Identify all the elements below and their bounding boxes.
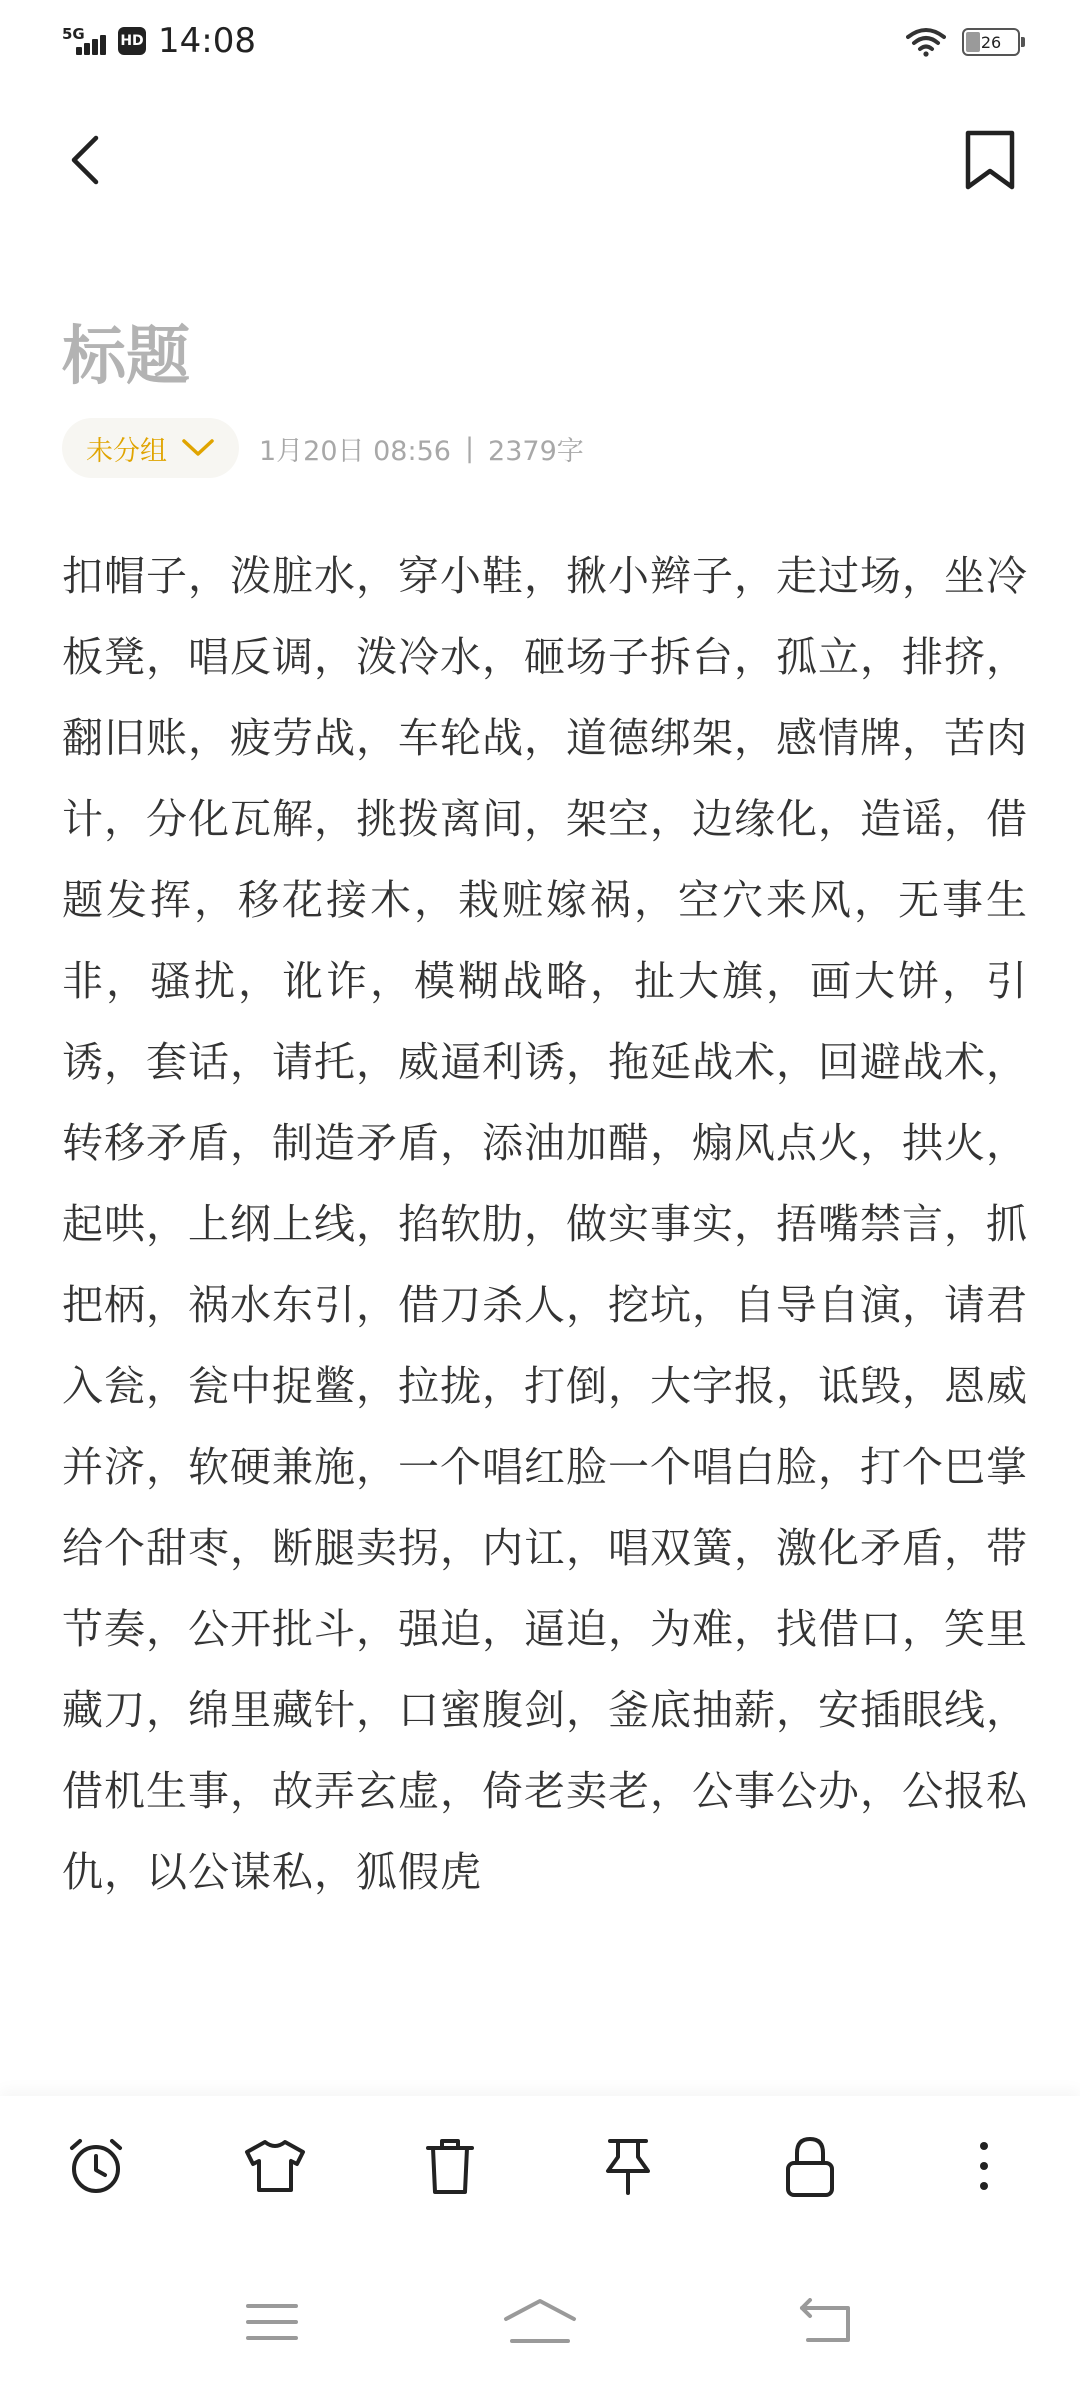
group-label: 未分组 — [86, 435, 167, 467]
note-body-text[interactable]: 扣帽子，泼脏水，穿小鞋，揪小辫子，走过场，坐冷板凳，唱反调，泼冷水，砸场子拆台，孤立，排挤，翻旧账，疲劳战，车轮战，道德绑架，感情牌，苦肉计，分化瓦解，挑拨离间，架空，边缘化，造谣，借题发挥，移花接木，栽赃嫁祸，空穴来风，无事生非，骚扰，讹诈，模糊战略，扯大旗，画大饼，引诱，套话，请托，威逼利诱，拖延战术，回避战术，转移矛盾，制造矛盾，添油加醋，煽风点火，拱火，起哄，上纲上线，掐软肋，做实事实，捂嘴禁言，抓把柄，祸水东引，借刀杀人，挖坑，自导自演，请君入瓮，瓮中捉鳖，拉拢，打倒，大字报，诋毁，恩威并济，软硬兼施，一个唱红脸一个唱白脸，打个巴掌给个甜枣，断腿卖拐，内讧，唱双簧，激化矛盾，带节奏，公开批斗，强迫，逼迫，为难，找借口，笑里藏刀，绵里藏针，口蜜腹剑，釜底抽薪，安插眼线，借机生事，故弄玄虚，倚老卖老，公事公办，公报私仇，以公谋私，狐假虎 — [62, 552, 1028, 1896]
note-date: 1月20日 08:56 — [259, 435, 451, 467]
group-selector[interactable] — [62, 418, 239, 478]
note-title[interactable]: 标题 — [62, 320, 190, 394]
note-body[interactable] — [62, 536, 1028, 2096]
back-button[interactable] — [62, 120, 142, 200]
top-bar — [0, 110, 1080, 210]
hd-badge: HD — [118, 27, 146, 55]
pin-icon — [598, 2133, 658, 2199]
back-icon — [796, 2298, 856, 2346]
home-icon — [502, 2297, 578, 2347]
system-nav-bar — [0, 2236, 1080, 2408]
status-time: 14:08 — [158, 21, 256, 61]
more-button[interactable] — [944, 2126, 1024, 2206]
bookmark-button[interactable] — [938, 120, 1018, 200]
nav-back-button[interactable] — [786, 2292, 866, 2352]
battery-level: 26 — [980, 32, 1002, 52]
trash-icon — [420, 2134, 480, 2198]
note-info — [259, 429, 584, 468]
word-count: 2379字 — [488, 435, 584, 467]
delete-button[interactable] — [410, 2126, 490, 2206]
nav-menu-button[interactable] — [232, 2292, 312, 2352]
nav-home-button[interactable] — [500, 2292, 580, 2352]
more-icon — [974, 2138, 994, 2194]
status-bar — [0, 0, 1080, 84]
chevron-left-icon — [62, 130, 106, 190]
note-meta — [62, 418, 584, 478]
signal-icon — [62, 23, 112, 59]
battery-icon — [962, 28, 1020, 56]
lock-button[interactable] — [770, 2126, 850, 2206]
meta-separator: | — [464, 432, 475, 464]
lock-icon — [782, 2133, 838, 2199]
chevron-down-icon — [181, 438, 215, 458]
alarm-button[interactable] — [56, 2126, 136, 2206]
status-left — [62, 16, 256, 66]
bottom-toolbar — [0, 2096, 1080, 2236]
theme-button[interactable] — [235, 2126, 315, 2206]
network-type: 5G — [62, 25, 85, 43]
pin-button[interactable] — [588, 2126, 668, 2206]
shirt-icon — [241, 2136, 309, 2196]
wifi-icon — [906, 27, 946, 57]
alarm-icon — [64, 2134, 128, 2198]
status-right — [906, 20, 1020, 64]
menu-icon — [244, 2300, 300, 2344]
bookmark-icon — [962, 127, 1018, 193]
